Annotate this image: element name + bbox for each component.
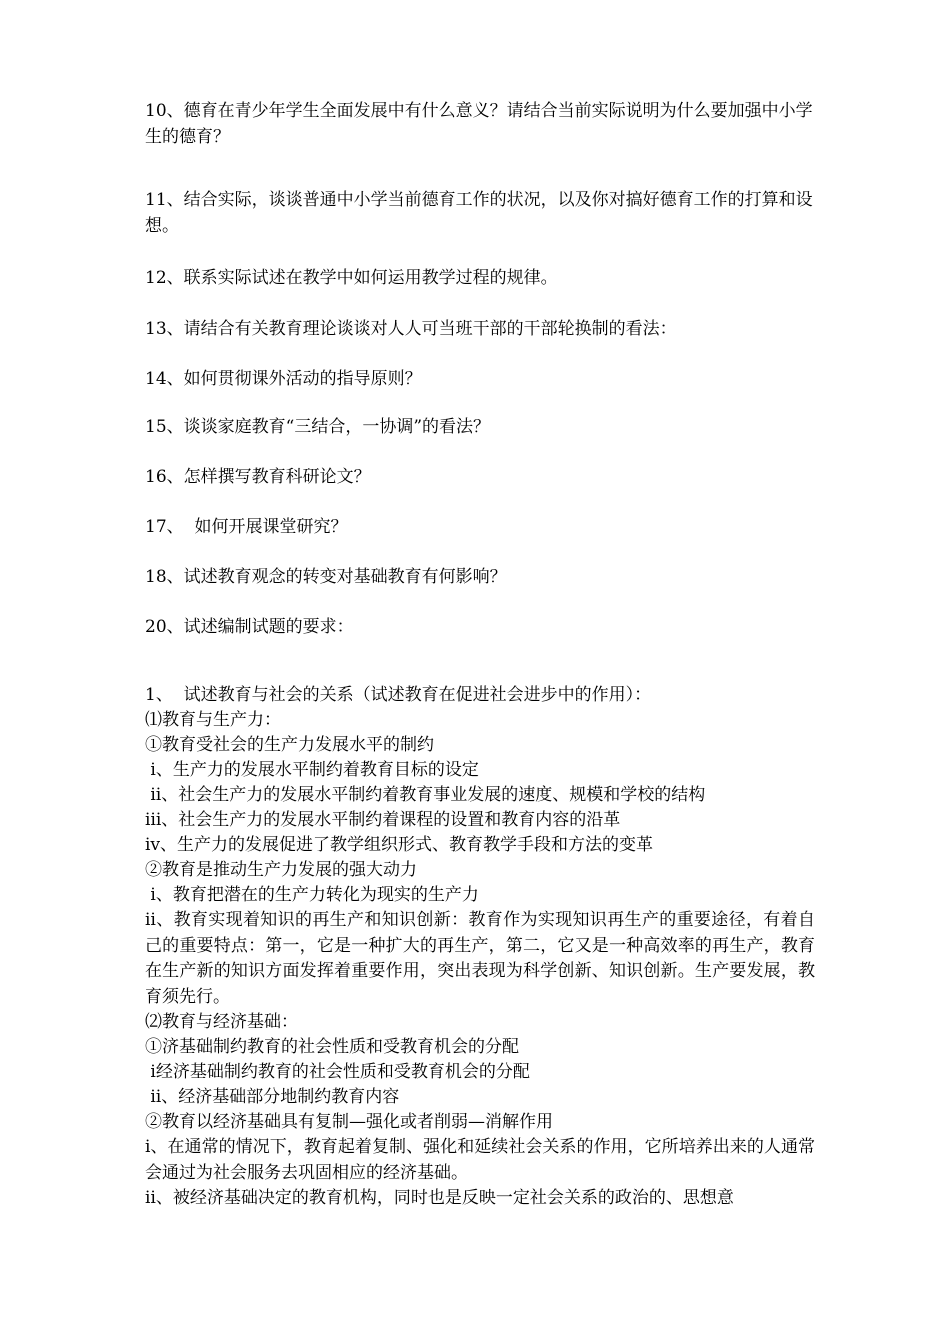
answer-line: ②教育是推动生产力发展的强大动力 — [145, 860, 417, 880]
question-18: 18、试述教育观念的转变对基础教育有何影响？ — [145, 567, 507, 587]
answer-heading: 1、 试述教育与社会的关系（试述教育在促进社会进步中的作用）： — [145, 685, 652, 705]
answer-paragraph: ⅰ、在通常的情况下，教育起着复制、强化和延续社会关系的作用，它所培养出来的人通常会通过为社会服务去巩固相应的经济基础。 — [145, 1137, 815, 1183]
answer-paragraph: ⅱ、被经济基础决定的教育机构，同时也是反映一定社会关系的政治的、思想意 — [145, 1188, 734, 1208]
answer-line: ⅰ经济基础制约教育的社会性质和受教育机会的分配 — [145, 1062, 530, 1082]
question-16: 16、怎样撰写教育科研论文？ — [145, 467, 371, 487]
answer-line: ⑴教育与生产力： — [145, 710, 281, 730]
answer-line: ①济基础制约教育的社会性质和受教育机会的分配 — [145, 1037, 519, 1057]
answer-line: ⅳ、生产力的发展促进了教学组织形式、教育教学手段和方法的变革 — [145, 835, 654, 855]
question-14: 14、如何贯彻课外活动的指导原则？ — [145, 369, 422, 389]
question-20: 20、试述编制试题的要求： — [145, 617, 354, 637]
question-13: 13、请结合有关教育理论谈谈对人人可当班干部的干部轮换制的看法： — [145, 319, 677, 339]
answer-line: ⅰ、教育把潜在的生产力转化为现实的生产力 — [145, 885, 479, 905]
question-17: 17、 如何开展课堂研究？ — [145, 517, 348, 537]
answer-line: ①教育受社会的生产力发展水平的制约 — [145, 735, 434, 755]
question-10: 10、德育在青少年学生全面发展中有什么意义？请结合当前实际说明为什么要加强中小学生的德育？ — [145, 101, 813, 147]
answer-section — [145, 683, 815, 1212]
answer-line: ⅱ、经济基础部分地制约教育内容 — [145, 1087, 400, 1107]
answer-paragraph: ⅱ、教育实现着知识的再生产和知识创新：教育作为实现知识再生产的重要途径，有着自己的重要特点：第一，它是一种扩大的再生产，第二，它又是一种高效率的再生产，教育在生产新的知识方面发挥着重要作用，突出表现为科学创新、知识创新。生产要发展，教育须先行。 — [145, 910, 815, 1007]
question-15: 15、谈谈家庭教育“三结合，一协调”的看法？ — [145, 417, 491, 437]
answer-line: ②教育以经济基础具有复制—强化或者削弱—消解作用 — [145, 1112, 553, 1132]
question-12: 12、联系实际试述在教学中如何运用教学过程的规律。 — [145, 268, 558, 288]
answer-line: ⑵教育与经济基础： — [145, 1012, 298, 1032]
question-11: 11、结合实际，谈谈普通中小学当前德育工作的状况，以及你对搞好德育工作的打算和设想。 — [145, 190, 813, 236]
answer-line: ⅰ、生产力的发展水平制约着教育目标的设定 — [145, 760, 479, 780]
answer-line: ⅲ、社会生产力的发展水平制约着课程的设置和教育内容的沿革 — [145, 810, 621, 830]
answer-line: ⅱ、社会生产力的发展水平制约着教育事业发展的速度、规模和学校的结构 — [145, 785, 706, 805]
